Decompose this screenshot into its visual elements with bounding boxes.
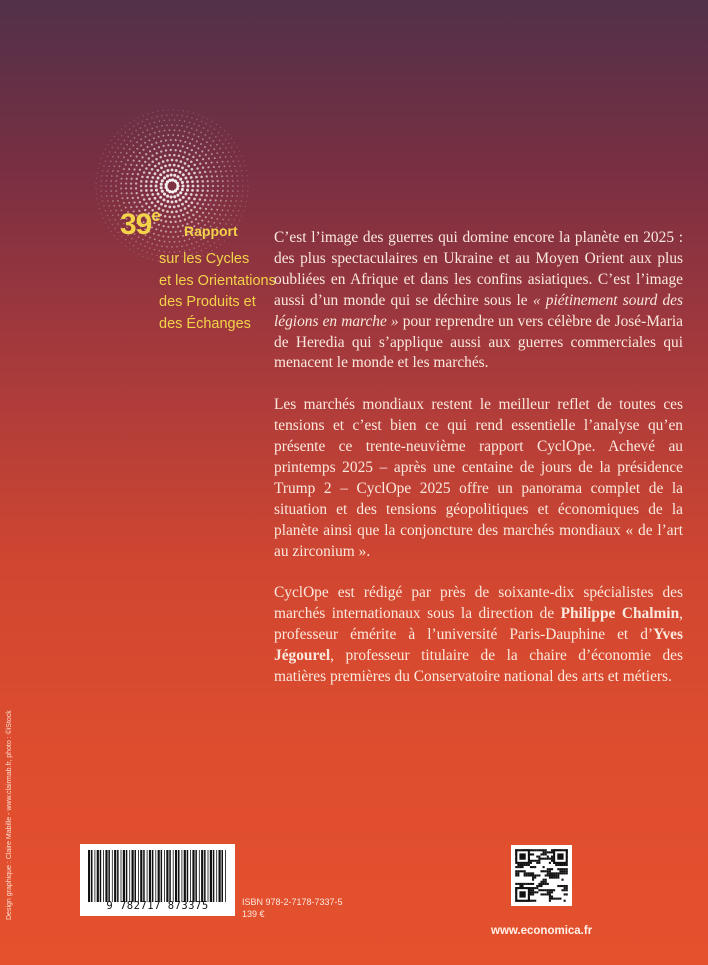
subtitle-line: des Échanges: [159, 315, 251, 332]
isbn-block: [242, 896, 343, 920]
barcode-digits: 9 782717 873375: [106, 900, 209, 912]
subtitle-line: sur les Cycles: [159, 251, 250, 267]
website-link[interactable]: www.economica.fr: [491, 925, 593, 937]
back-cover-text: [274, 228, 683, 709]
edition-number: 39e: [120, 206, 160, 241]
dotted-circle-emblem: [74, 108, 264, 268]
isbn-number: ISBN 978-2-7178-7337-5: [242, 897, 343, 907]
subtitle-line: des Produits et: [159, 294, 256, 310]
paragraph-authors: CyclOpe est rédigé par près de soixante-dix spécialistes des marchés internationaux sous la direction de Philippe Chalmin, professeur émérite à l’université Paris-Dauphine et d’Yves Jégourel, professeur titulaire de la chaire d’économie des matières premières du Conservatoire national des arts et métiers.: [274, 584, 683, 685]
rapport-word: Rapport: [184, 223, 238, 239]
paragraph-intro: C’est l’image des guerres qui domine encore la planète en 2025 : des plus spectaculaires en Ukraine et au Moyen Orient aux plus oubliées en Afrique et dans les confins asiatiques. C’est l’image aussi d’un monde qui se déchire sous le « piétinement sourd des légions en marche » pour reprendre un vers célèbre de José-Maria de Heredia qui s’applique aussi aux guerres commerciales qui menacent le monde et les marchés.: [274, 229, 683, 372]
author-name: Yves Jégourel: [274, 626, 683, 665]
qr-code[interactable]: [511, 845, 572, 906]
barcode: [80, 844, 235, 916]
barcode-bars: [88, 850, 227, 902]
paragraph-markets: Les marchés mondiaux restent le meilleur reflet de toutes ces tensions et c’est bien ce qui rend essentielle l’analyse qu’en présente ce trente-neuvième rapport CyclOpe. Achevé au printemps 2025 – après une centaine de jours de la présidence Trump 2 – CyclOpe 2025 offre un panorama complet de la situation et des tensions géopolitiques et économiques de la planète ainsi que la conjoncture des marchés mondiaux « de l’art au zirconium ».: [274, 396, 683, 560]
heredia-quote: « piétinement sourd des légions en marche »: [274, 291, 683, 330]
subtitle-line: et les Orientations: [159, 272, 276, 289]
design-credit: Design graphique : Claire Mabille - www.clairmab.fr, photo : ©iStock: [6, 710, 13, 920]
price: 139 €: [242, 909, 265, 919]
series-subtitle: [159, 249, 289, 335]
author-name: Philippe Chalmin: [560, 605, 680, 623]
